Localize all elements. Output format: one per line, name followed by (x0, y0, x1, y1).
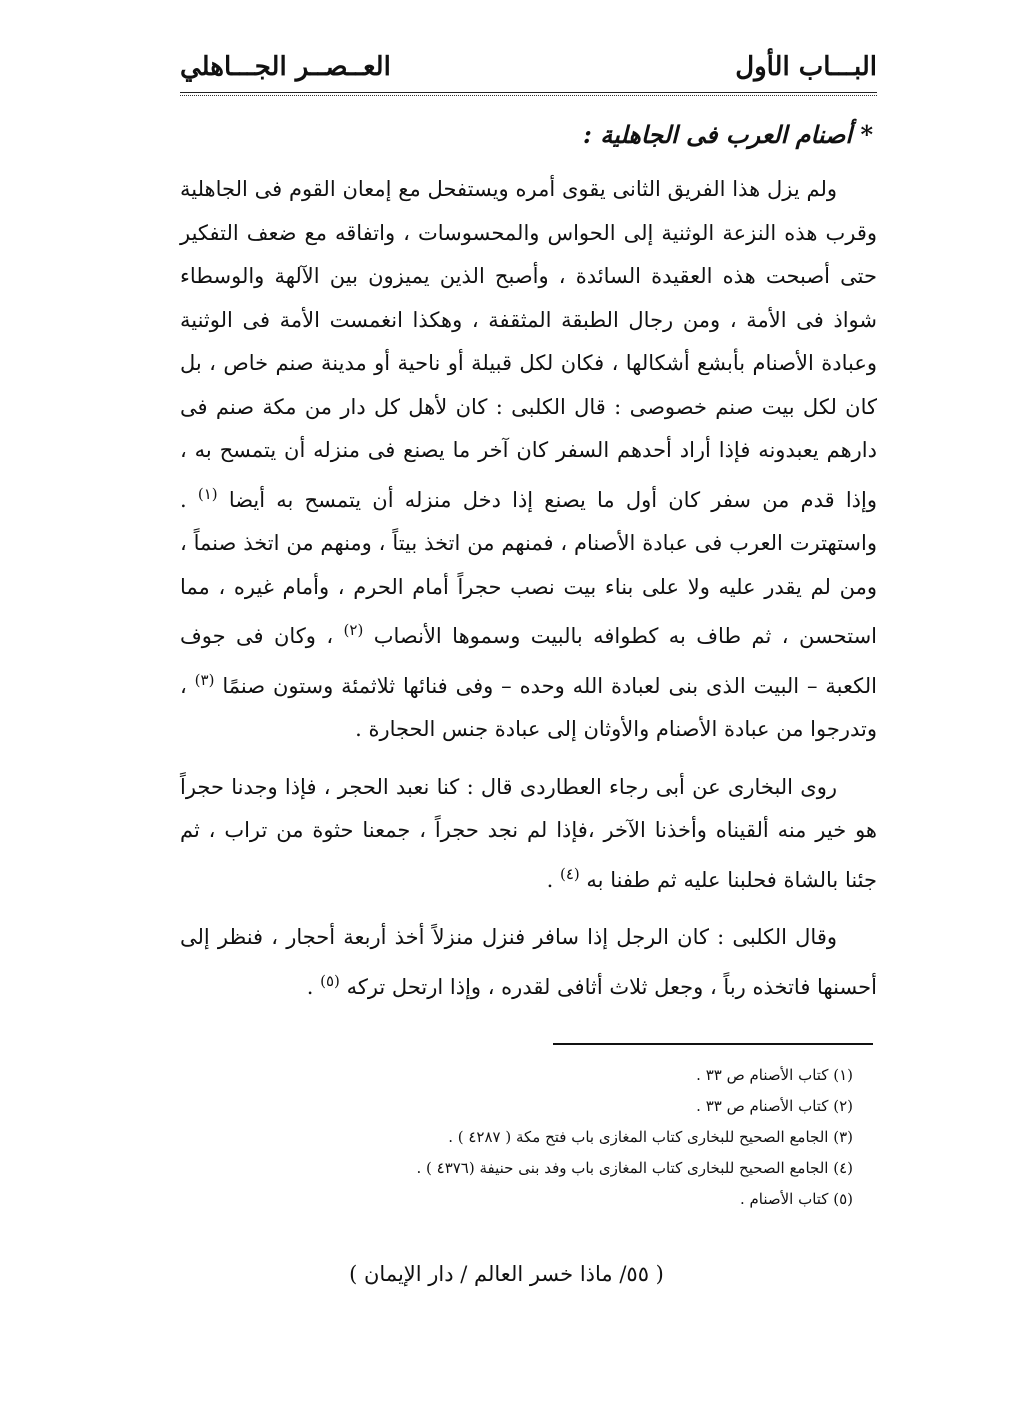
paragraph-3 (180, 916, 877, 1009)
page-footer: ( ٥٥/ ماذا خسر العالم / دار الإيمان ) (349, 1262, 664, 1286)
footnote-4: (٤) الجامع الصحيح للبخارى كتاب المغازى باب وفد بنى حنيفة (٤٣٧٦ ) . (416, 1159, 853, 1177)
paragraph-2-text-a: روى البخارى عن أبى رجاء العطاردى قال : كنا نعبد الحجر ، فإذا وجدنا حجراً هو خير منه ألقيناه وأخذنا الآخر ،فإذا لم نجد حجراً ، جمعنا حثوة من تراب ، ثم جئنا بالشاة فحلبنا عليه ثم طفنا به (180, 774, 877, 892)
footnote-2: (٢) كتاب الأصنام ص ٣٣ . (696, 1097, 853, 1115)
footnote-rule (553, 1043, 873, 1045)
paragraph-3-text-a: وقال الكلبى : كان الرجل إذا سافر فنزل منزلاً أخذ أربعة أحجار ، فنظر إلى أحسنها فاتخذه رباً ، وجعل ثلاث أثافى لقدره ، وإذا ارتحل تركه (180, 925, 877, 999)
footnote-3: (٣) الجامع الصحيح للبخارى كتاب المغازى باب فتح مكة ( ٤٢٨٧ ) . (448, 1128, 853, 1146)
header-rule (180, 92, 877, 93)
footnotes (293, 1060, 853, 1215)
section-title: * أصنام العرب فى الجاهلية : (582, 120, 873, 149)
footnote-ref-3: (٣) (194, 670, 215, 689)
paragraph-3-text-b: . (306, 974, 314, 999)
header-dotted-rule (180, 95, 877, 96)
footnote-5: (٥) كتاب الأصنام . (739, 1190, 853, 1208)
running-header (180, 52, 877, 92)
footnote-ref-2: (٢) (343, 621, 364, 639)
paragraph-1-text-a: ولم يزل هذا الفريق الثانى يقوى أمره ويستفحل مع إمعان القوم فى الجاهلية وقرب هذه النزعة الوثنية إلى الحواس والمحسوسات ، واتفاقه مع ضعف التفكير حتى أصبحت هذه العقيدة السائدة ، وأصبح الذين يميزون بين الآلهة والوسطاء شواذ فى الأمة ، ومن رجال الطبقة المثقفة ، وهكذا انغمست الأمة فى الوثنية وعبادة الأصنام بأبشع أشكالها ، فكان لكل قبيلة أو ناحية أو مدينة صنم خاص ، بل كان لكل بيت صنم خصوصى : قال الكلبى : كان لأهل كل دار من مكة صنم فى دارهم يعبدونه فإذا أراد أحدهم السفر كان آخر ما يصنع فى منزله أن يتمسح به ، وإذا قدم من سفر كان أول ما يصنع إذا دخل منزله أن يتمسح به أيضا (180, 177, 877, 512)
footnote-ref-4: (٤) (559, 864, 580, 883)
era-title: العــصــر الجـــاهلي (180, 52, 391, 82)
chapter-title: البـــاب الأول (735, 52, 877, 82)
body-text (180, 168, 877, 1023)
paragraph-2-text-b: . (546, 867, 554, 892)
paragraph-2 (180, 766, 877, 903)
paragraph-1-text-d: ، وتدرجوا من عبادة الأصنام والأوثان إلى عبادة جنس الحجارة . (180, 673, 877, 741)
footnote-ref-5: (٥) (320, 971, 340, 990)
paragraph-1-text-c: ، وكان فى جوف الكعبة – البيت الذى بنى لعبادة الله وحده – وفى فنائها ثلاثمئة وستون صنمًا (180, 624, 877, 698)
paragraph-1 (180, 168, 877, 752)
footnote-ref-1: (١) (197, 484, 218, 503)
footnote-1: (١) كتاب الأصنام ص ٣٣ . (696, 1066, 853, 1084)
paragraph-1-text-b: . واستهترت العرب فى عبادة الأصنام ، فمنهم من اتخذ بيتاً ، ومنهم من اتخذ صنماً ، ومن لم يقدر عليه ولا على بناء بيت نصب حجراً أمام الحرم ، وأمام غيره ، مما استحسن ، ثم طاف به كطوافه بالبيت وسموها الأنصاب (180, 487, 878, 648)
